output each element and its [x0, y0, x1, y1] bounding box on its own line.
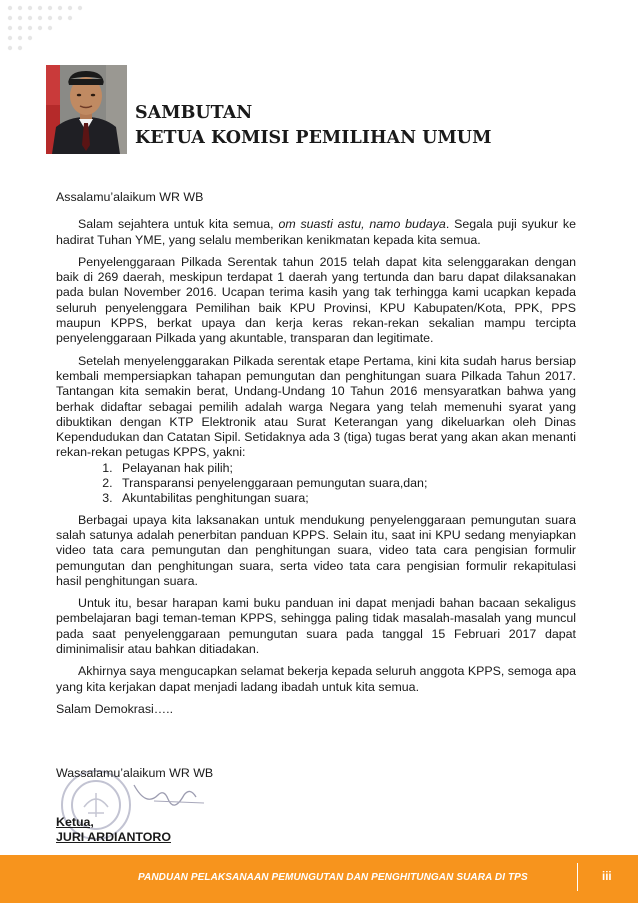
paragraph-1 [56, 217, 576, 248]
page-number: iii [602, 871, 612, 883]
list-item: 1. Pelayanan hak pilih; [116, 461, 576, 476]
paragraph-1-text-b: . Segala puji syukur ke hadirat Tuhan YME, yang selalu memberikan kenikmatan kepada kita semua. [56, 217, 577, 247]
closing-greeting: Wassalamu’alaikum WR WB [56, 766, 214, 780]
paragraph-1-emphasis: om suasti astu, namo budaya [278, 217, 446, 232]
signature-title: Ketua, [56, 815, 94, 829]
signature-name: JURI ARDIANTORO [56, 830, 171, 844]
paragraph-3: Setelah menyelenggarakan Pilkada serentak etape Pertama, kini kita sudah harus bersiap kembali mempersiapkan tahapan pemungutan dan penghitungan suara Pilkada Tahun 2017. Tantangan kita semakin berat, Undang-Undang 10 Tahun 2016 mensyaratkan bahwa yang berhak didaftar sebagai pemilih adalah warga Negara yang telah memenuhi syarat yang dibuktikan dengan KTP Elektronik atau Surat Keterangan yang dikeluarkan oleh Dinas Kependudukan dan Catatan Sipil. Setidaknya ada 3 (tiga) tugas berat yang akan akan menanti rekan-rekan petugas KPPS, yakni: [56, 353, 576, 460]
footer-bar [0, 855, 638, 903]
paragraph-4: Berbagai upaya kita laksanakan untuk mendukung penyelenggaraan pemungutan suara salah satunya adalah penerbitan panduan KPPS. Selain itu, saat ini KPU sedang menyiapkan video tata cara pemungutan dan penghitungan suara, video tata cara pengisian formulir pemungutan dan penghitungan suara, serta video tata cara pengisian formulir rekapitulasi hasil penghitungan suara. [56, 512, 576, 588]
footer-divider [577, 863, 578, 891]
footer-title: PANDUAN PELAKSANAAN PEMUNGUTAN DAN PENGHITUNGAN SUARA DI TPS [138, 872, 528, 883]
paragraph-2: Penyelenggaraan Pilkada Serentak tahun 2015 telah dapat kita selenggarakan dengan baik di 269 daerah, meskipun terdapat 1 daerah yang tertunda dan baru dapat dilaksanakan pada bulan November 2016. Ucapan terima kasih yang tak terhingga kami ucapkan kepada seluruh penyelenggara Pemilihan baik KPU Provinsi, KPU Kabupaten/Kota, PPK, PPS maupun KPPS, berkat upaya dan kerja keras rekan-rekan sekalian mampu tercipta penyelenggaraan Pilkada yang akuntable, transparan dan legitimate. [56, 254, 576, 346]
heading-line-2: KETUA KOMISI PEMILIHAN UMUM [135, 128, 492, 148]
decorative-dot-pattern [0, 0, 110, 60]
task-list [56, 461, 576, 507]
paragraph-6: Akhirnya saya mengucapkan selamat bekerja kepada seluruh anggota KPPS, semoga apa yang kita kerjakan dapat menjadi ladang ibadah untuk kita semua. [56, 664, 577, 694]
letter-body [56, 190, 576, 724]
list-item: 3. Akuntabilitas penghitungan suara; [116, 491, 576, 506]
list-item: 2. Transparansi penyelenggaraan pemungutan suara,dan; [116, 476, 576, 491]
greeting: Assalamu’alaikum WR WB [56, 190, 204, 204]
paragraph-7: Salam Demokrasi….. [56, 701, 174, 716]
paragraph-5: Untuk itu, besar harapan kami buku panduan ini dapat menjadi bahan bacaan sekaligus pembelajaran bagi teman-teman KPPS, sehingga paling tidak masalah-masalah yang muncul pada saat penyelenggaraan pemungutan suara pada tanggal 15 Februari 2017 dapat diminimalisir atau bahkan ditiadakan. [56, 596, 576, 657]
portrait-photo [46, 65, 127, 154]
page-heading [135, 101, 491, 151]
heading-line-1: SAMBUTAN [135, 103, 253, 123]
paragraph-1-text-a: Salam sejahtera untuk kita semua, [78, 217, 279, 232]
